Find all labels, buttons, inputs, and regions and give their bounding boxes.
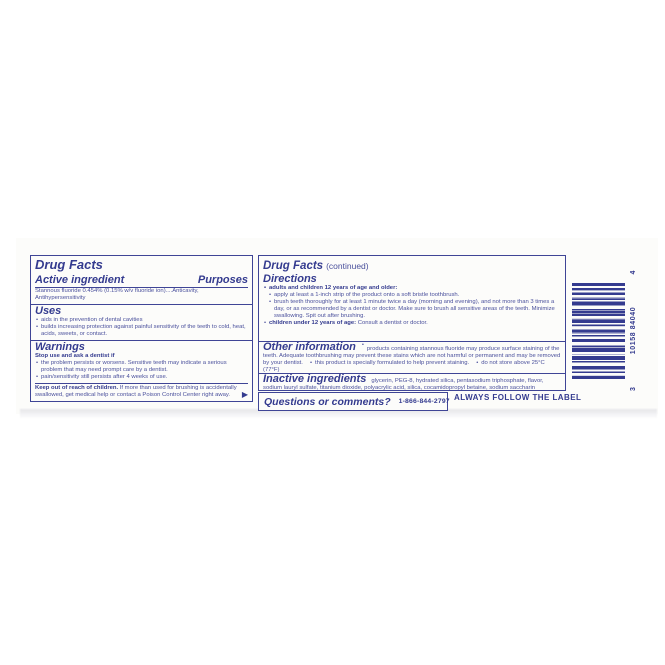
- other-info-bullet: • this product is specially formulated to help prevent staining.: [309, 360, 469, 366]
- directions-child-lead: children under 12 years of age:: [269, 320, 357, 326]
- directions-sub-bullet: • apply at least a 1-inch strip of the product onto a soft bristle toothbrush.: [268, 292, 561, 299]
- uses-heading: Uses: [35, 305, 62, 317]
- directions-section: [259, 273, 565, 341]
- other-info-bullet: • do not store above 25°C (77°F): [263, 360, 545, 373]
- warnings-section: [31, 340, 252, 401]
- purposes-heading: Purposes: [197, 274, 248, 286]
- uses-list: [35, 317, 248, 338]
- uses-bullet: • aids in the prevention of dental cavities: [35, 317, 248, 324]
- questions-box: [258, 392, 448, 411]
- inactive-ingredients-heading: Inactive ingredients: [263, 373, 367, 385]
- warnings-bullet: • pain/sensitivity still persists after 4 weeks of use.: [35, 374, 248, 381]
- uses-section: [31, 304, 252, 340]
- active-ingredient-heading: Active ingredient: [35, 274, 125, 286]
- keep-out-rest: If more than used for brushing is accidentally swallowed, get medical help or contact a Poison Control Center right away.: [35, 384, 237, 398]
- continue-arrow-icon: ▶: [241, 390, 248, 399]
- upc-middle-digits: 10158 84040: [630, 306, 637, 355]
- drug-facts-panel-right: [258, 255, 566, 391]
- upc-barcode-digits: [628, 270, 639, 391]
- upc-barcode-icon: [572, 283, 625, 380]
- drug-facts-panel-left: [30, 255, 253, 402]
- keep-out-paragraph: [35, 385, 248, 399]
- other-info-bullet: • products containing stannous fluoride may produce surface staining of the teeth. Adequate toothbrushing may prevent these stains which are not harmful or permanent and may be removed by your dentist.: [263, 346, 560, 366]
- continued-text: (continued): [326, 261, 369, 271]
- inactive-ingredients-body: glycerin, PEG-8, hydrated silica, pentasodium triphosphate, flavor, sodium lauryl sulfate, titanium dioxide, polyacrylic acid, silica, cocamidopropyl betaine, sodium saccharin: [263, 378, 544, 391]
- directions-sublist: [268, 292, 561, 320]
- directions-list-2: [263, 320, 561, 327]
- warnings-list: [35, 360, 248, 381]
- directions-child-rest: Consult a dentist or doctor.: [356, 320, 428, 326]
- uses-bullet: • builds increasing protection against painful sensitivity of the teeth to cold, heat, acids, sweets, or contact.: [35, 324, 248, 338]
- other-information-section: [259, 341, 565, 373]
- active-ingredient-section: [31, 274, 252, 304]
- other-information-heading: Other information: [263, 341, 356, 353]
- stop-use-lead: Stop use and ask a dentist if: [35, 353, 115, 359]
- inactive-ingredients-section: [259, 373, 565, 394]
- directions-heading: Directions: [263, 273, 317, 285]
- active-ingredient-body: Stannous fluoride 0.454% (0.15% w/v fluoride ion)....Anticavity, Antihypersensitivity: [35, 288, 199, 301]
- upc-right-digit: 4: [630, 270, 637, 275]
- warnings-bullet: • the problem persists or worsens. Sensitive teeth may indicate a serious problem that may need prompt care by a dentist.: [35, 360, 248, 374]
- keep-out-lead: Keep out of reach of children.: [35, 384, 119, 391]
- drug-facts-continued-title: [259, 256, 565, 273]
- directions-adult-lead: • adults and children 12 years of age and older:: [263, 285, 561, 292]
- warnings-divider: [35, 383, 248, 384]
- always-follow-label-text: ALWAYS FOLLOW THE LABEL: [454, 393, 582, 402]
- directions-sub-bullet: • brush teeth thoroughly for at least 1 minute twice a day (morning and evening), and not more than 3 times a day, or as recommended by a dentist or doctor. Make sure to brush all sensitive areas of the teeth. Minimize swallowing. Spit out after brushing.: [268, 299, 561, 320]
- upc-left-digit: 3: [630, 386, 637, 391]
- phone-number: 1-866-844-2797: [398, 398, 450, 405]
- drug-facts-title: Drug Facts: [35, 257, 103, 272]
- directions-child-item: [263, 320, 561, 327]
- drug-facts-title-text: Drug Facts: [263, 260, 324, 272]
- directions-list: [263, 285, 561, 292]
- warnings-heading: Warnings: [35, 341, 85, 353]
- questions-heading: Questions or comments?: [264, 395, 391, 408]
